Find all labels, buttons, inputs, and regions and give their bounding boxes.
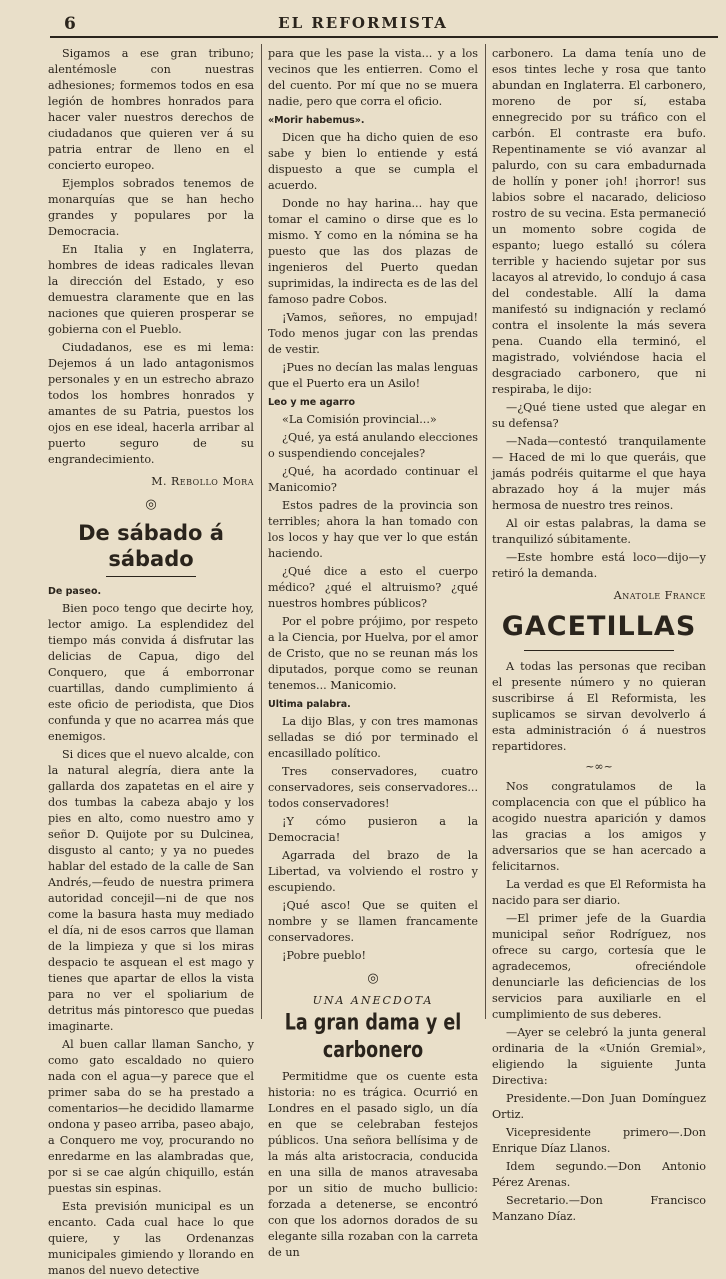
article-paragraph: La dijo Blas, y con tres mamonas selladas se dió por terminado el encasillado político. xyxy=(268,715,478,760)
article-paragraph: ¿Qué, ya está anulando elecciones o suspendiendo concejales? xyxy=(268,431,478,460)
article-paragraph: Ciudadanos, ese es mi lema: Dejemos á un lado antagonismos personales y en un estrecho abrazo todos los hombres honrados y amantes de su Patria, puestos los ojos en ese ideal, hacerla arribar al puerto seguro de su engrandecimiento. xyxy=(48,341,254,466)
article-paragraph: Esta previsión municipal es un encanto. Cada cual hace lo que quiere, y las Ordenanzas municipales gimiendo y llorando en manos del nuevo detective xyxy=(48,1200,254,1277)
article-paragraph: ¡Qué asco! Que se quiten el nombre y se llamen francamente conservadores. xyxy=(268,899,478,944)
article-paragraph: ¡Pues no decían las malas lenguas que el Puerto era un Asilo! xyxy=(268,361,478,390)
ornament-icon: ◎ xyxy=(145,497,157,512)
subsection-heading: Ultima palabra. xyxy=(268,699,351,710)
column-1 xyxy=(48,46,254,1277)
column-divider xyxy=(261,44,262,1019)
article-paragraph: Donde no hay harina... hay que tomar el camino o dirse que es lo mismo. Y como en la nómina se ha puesto que las dos plazas de ingenieros del Puerto quedan suprimidas, la indirecta es de las del famoso padre Cobos. xyxy=(268,197,478,306)
article-paragraph: —¿Qué tiene usted que alegar en su defensa? xyxy=(492,401,706,430)
article-paragraph: —Ayer se celebró la junta general ordinaria de la «Unión Gremial», eligiendo la siguiente Junta Directiva: xyxy=(492,1026,706,1087)
subsection-heading: Leo y me agarro xyxy=(268,397,355,408)
article-paragraph: Tres conservadores, cuatro conservadores, seis conservadores... todos conservadores! xyxy=(268,765,478,810)
article-paragraph: Agarrada del brazo de la Libertad, va volviendo el rostro y escupiendo. xyxy=(268,849,478,894)
header-rule xyxy=(50,36,718,38)
article-paragraph: Al oir estas palabras, la dama se tranquilizó súbitamente. xyxy=(492,517,706,546)
article-paragraph: La verdad es que El Reformista ha nacido para ser diario. xyxy=(492,878,706,907)
article-paragraph: Dicen que ha dicho quien de eso sabe y bien lo entiende y está dispuesto a que se cumpla el acuerdo. xyxy=(268,131,478,192)
story-kicker: UNA ANECDOTA xyxy=(312,994,434,1007)
article-paragraph: para que les pase la vista... y a los vecinos que les entierren. Como el del cuento. Por mí que no se muera nadie, pero que corra el oficio. xyxy=(268,47,478,108)
article-paragraph: Por el pobre prójimo, por respeto a la Ciencia, por Huelva, por el amor de Cristo, que no se reunan más los diputados, porque como se reunan tenemos... Manicomio. xyxy=(268,615,478,692)
page-header xyxy=(0,0,726,40)
subsection-heading: «Morir habemus». xyxy=(268,115,365,126)
article-paragraph: ¡Vamos, señores, no empujad! Todo menos jugar con las prendas de vestir. xyxy=(268,311,478,356)
article-paragraph: ¡Y cómo pusieron a la Democracia! xyxy=(268,815,478,844)
article-paragraph: Nos congratulamos de la complacencia con que el público ha acogido nuestra aparición y damos las gracias a los amigos y adversarios que se han acercado a felicitarnos. xyxy=(492,780,706,873)
article-paragraph: ¿Qué dice a esto el cuerpo médico? ¿qué el altruismo? ¿qué nuestros hombres públicos? xyxy=(268,565,478,610)
article-paragraph: Vicepresidente primero—.Don Enrique Díaz Llanos. xyxy=(492,1126,706,1155)
article-paragraph: ¿Qué, ha acordado continuar el Manicomio? xyxy=(268,465,478,494)
article-paragraph: —Este hombre está loco—dijo—y retiró la demanda. xyxy=(492,551,706,580)
article-paragraph: Estos padres de la provincia son terribles; ahora la han tomado con los locos y hay que ver lo que están haciendo. xyxy=(268,499,478,560)
subsection-heading: De paseo. xyxy=(48,586,102,597)
column-3 xyxy=(492,46,706,1223)
article-paragraph: —Nada—contestó tranquilamente— Haced de mi lo que queráis, que jamás podréis quitarme el que haya abrazado hoy á la mujer más hermosa de nuestro tres reinos. xyxy=(492,435,706,512)
article-paragraph: En Italia y en Inglaterra, hombres de ideas radicales llevan la dirección del Estado, y eso demuestra claramente que en las naciones que quieren prosperar se gobierna con el Pueblo. xyxy=(48,243,254,336)
column-2 xyxy=(268,46,478,1259)
article-paragraph: Permitidme que os cuente esta historia: no es trágica. Ocurrió en Londres en el pasado siglo, un día en que se celebraban festejos públicos. Una señora bellísima y de la más alta aristocracia, conducida en una silla de manos atravesaba por un sitio de mucho bullicio: forzada a detenerse, se encontró con que los adornos dorados de su elegante silla rozaban con la carreta de un xyxy=(268,1070,478,1259)
article-paragraph: ¡Pobre pueblo! xyxy=(282,949,366,962)
newspaper-title: EL REFORMISTA xyxy=(278,14,448,32)
article-paragraph: Ejemplos sobrados tenemos de monarquías que se han hecho grandes y populares por la Democracia. xyxy=(48,177,254,238)
ornament-icon: ◎ xyxy=(367,971,379,986)
author-signature: M. Rebollo Mora xyxy=(151,475,254,488)
article-paragraph: Sigamos a ese gran tribuno; alentémosle con nuestras adhesiones; formemos todos en esa legión de hombres honrados para hacer valer nuestros derechos de ciudadanos que quieren ver á su patria entrar de lleno en el concierto europeo. xyxy=(48,47,254,172)
author-signature: Anatole France xyxy=(613,589,706,602)
title-rule xyxy=(524,650,674,651)
title-rule xyxy=(106,576,196,577)
column-divider xyxy=(485,44,486,1019)
divider-flourish-icon: ~∞~ xyxy=(585,760,613,773)
article-paragraph: Bien poco tengo que decirte hoy, lector amigo. La esplendidez del tiempo más convida á disfrutar las delicias de Capua, digo del Conquero, que á emborronar cuartillas, dando cumplimiento á este oficio de periodista, que Dios confunda y que no acarrea más que enemigos. xyxy=(48,602,254,743)
section-title: De sábado á sábado xyxy=(78,521,224,571)
article-paragraph: carbonero. La dama tenía uno de esos tintes leche y rosa que tanto abundan en Inglaterra. El carbonero, moreno de por sí, estaba ennegrecido por su tráfico con el carbón. El contraste era bufo. Repentinamente se vió avanzar al palurdo, con su cara embadurnada de hollín y poner ¡oh! ¡horror! sus labios sobre el nacarado, delicioso rostro de su vecina. Esta permaneció un momento sobre cogida de espanto; luego estalló su cólera terrible y haciendo sujetar por sus lacayos al atrevido, lo condujo á casa del condestable. Allí la dama manifestó su indignación y reclamó contra el insolente la más severa pena. Cuando ella terminó, el magistrado, volviéndose hacia el desgraciado carbonero, que ni respiraba, le dijo: xyxy=(492,47,706,396)
section-title: GACETILLAS xyxy=(501,611,697,642)
article-paragraph: «La Comisión provincial...» xyxy=(282,413,437,426)
article-paragraph: Idem segundo.—Don Antonio Pérez Arenas. xyxy=(492,1160,706,1189)
article-paragraph: Si dices que el nuevo alcalde, con la natural alegría, diera ante la gallarda dos zapatetas en el aire y dos tumbas la cabeza abajo y los pies en alto, como nuestro amo y señor D. Quijote por su Dulcinea, disgusto al canto; y ya no puedes hablar del estado de la calle de San Andrés,—feudo de nuestra primera autoridad concejil—ni de que nos come la basura hasta muy mediado el día, ni de esos carros que llaman de la limpieza y que si los miras despacio te asquean el est mago y tienes que apartar de ellos la vista para no ver el spoliarium de detritus más pintoresco que puedas imaginarte. xyxy=(48,748,254,1033)
article-paragraph: Presidente.—Don Juan Domínguez Ortiz. xyxy=(492,1092,706,1121)
page-number: 6 xyxy=(64,14,76,34)
article-paragraph: Secretario.—Don Francisco Manzano Díaz. xyxy=(492,1194,706,1223)
article-paragraph: A todas las personas que reciban el presente número y no quieran suscribirse á El Reformista, les suplicamos se sirvan devolverlo á esta administración ó á nuestros repartidores. xyxy=(492,660,706,753)
article-paragraph: Al buen callar llaman Sancho, y como gato escaldado no quiero nada con el agua—y parece que el primer saba do se ha prestado a comentarios—he decidido llamarme ondona y paseo arriba, paseo abajo, a Conquero me voy, procurando no enredarme en las alambradas que, por si se cae algún chiquillo, están puestas sin espinas. xyxy=(48,1038,254,1195)
article-paragraph: —El primer jefe de la Guardia municipal señor Rodríguez, nos ofrece su cargo, cortesía que le agradecemos, ofreciéndole denunciarle las deficiencias de los servicios para auxiliarle en el cumplimiento de sus deberes. xyxy=(492,912,706,1021)
story-title: La gran dama y el carbonero xyxy=(284,1010,462,1064)
